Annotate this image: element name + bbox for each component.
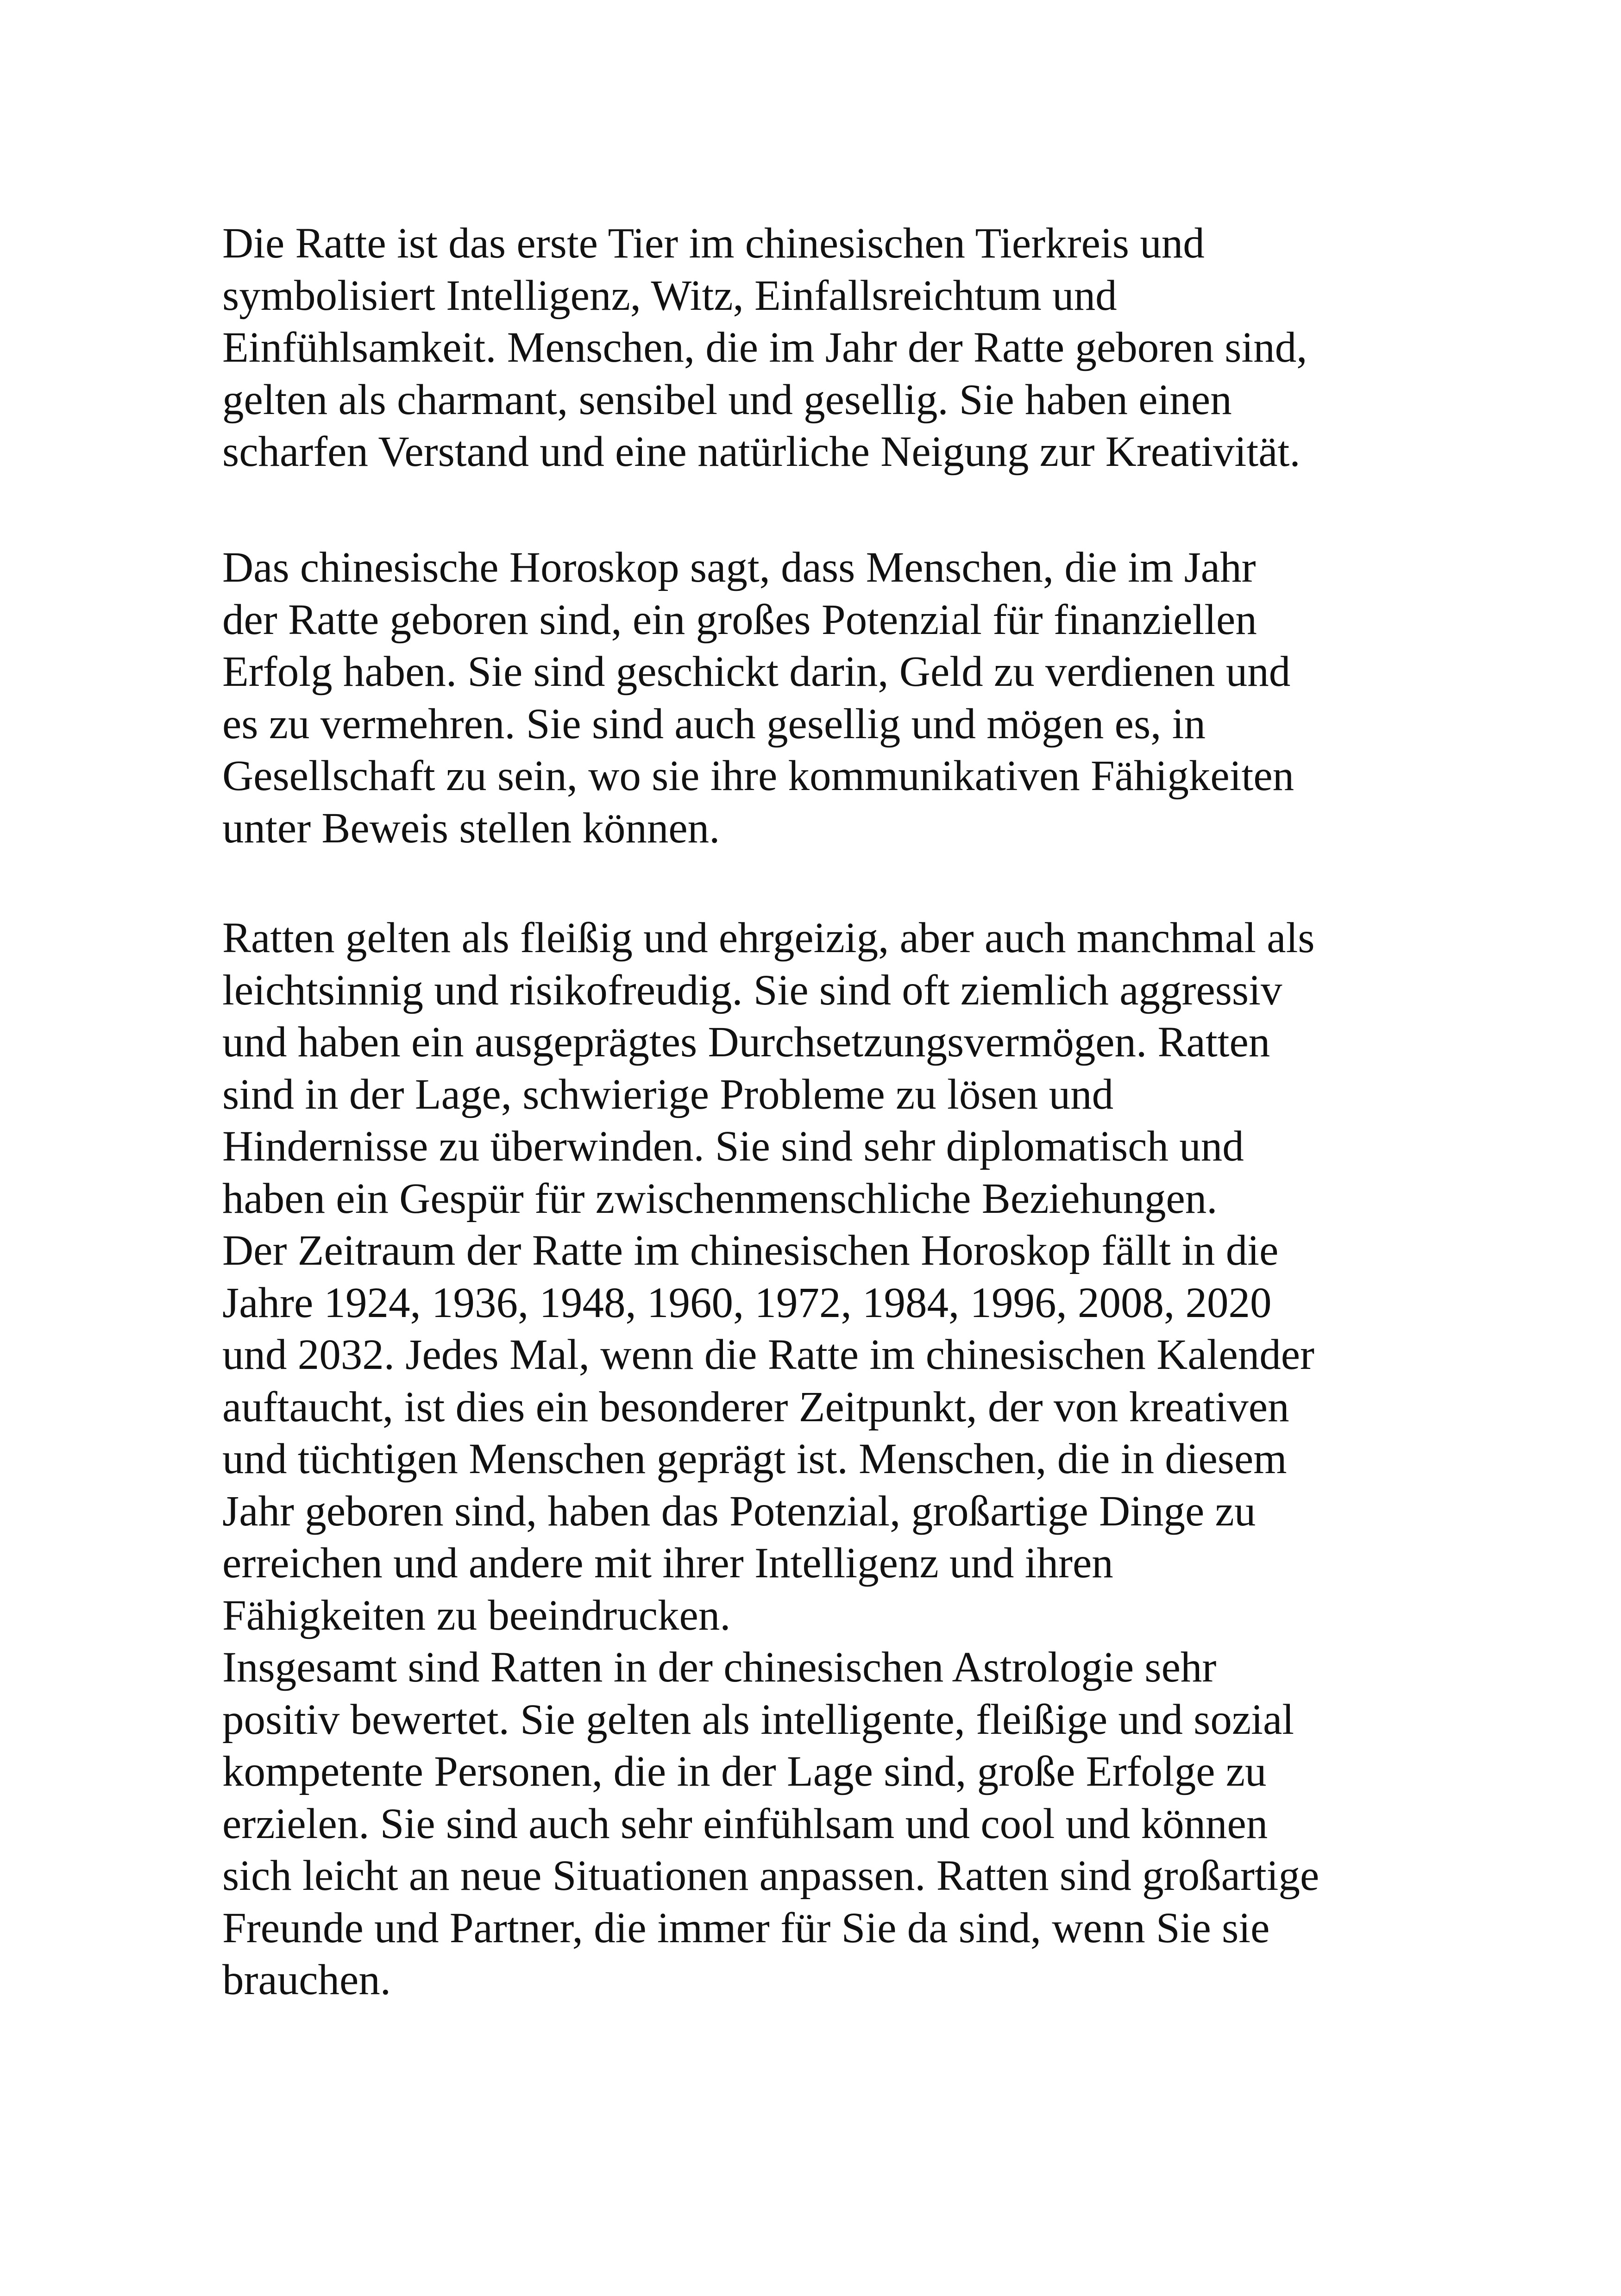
text-line: auftaucht, ist dies ein besonderer Zeitpunkt, der von kreativen <box>222 1383 1289 1431</box>
text-line: der Ratte geboren sind, ein großes Potenzial für finanziellen <box>222 596 1257 644</box>
paragraph-traits-and-years <box>222 912 1464 2007</box>
text-line: Das chinesische Horoskop sagt, dass Menschen, die im Jahr <box>222 544 1256 591</box>
text-line: kompetente Personen, die in der Lage sind, große Erfolge zu <box>222 1748 1267 1795</box>
text-line: Jahr geboren sind, haben das Potenzial, großartige Dinge zu <box>222 1487 1256 1535</box>
text-line: leichtsinnig und risikofreudig. Sie sind oft ziemlich aggressiv <box>222 966 1282 1014</box>
text-line: Einfühlsamkeit. Menschen, die im Jahr der Ratte geboren sind, <box>222 324 1307 371</box>
text-line: Fähigkeiten zu beeindrucken. <box>222 1591 731 1639</box>
text-line: Jahre 1924, 1936, 1948, 1960, 1972, 1984, 1996, 2008, 2020 <box>222 1279 1272 1327</box>
text-line: symbolisiert Intelligenz, Witz, Einfallsreichtum und <box>222 271 1117 320</box>
text-line: sich leicht an neue Situationen anpassen. Ratten sind großartige <box>222 1852 1319 1900</box>
text-line: Der Zeitraum der Ratte im chinesischen Horoskop fällt in die <box>222 1227 1279 1274</box>
text-line: haben ein Gespür für zwischenmenschliche Beziehungen. <box>222 1174 1218 1223</box>
text-line: scharfen Verstand und eine natürliche Neigung zur Kreativität. <box>222 428 1301 476</box>
text-line: Gesellschaft zu sein, wo sie ihre kommunikativen Fähigkeiten <box>222 752 1294 800</box>
text-line: Freunde und Partner, die immer für Sie da sind, wenn Sie sie <box>222 1904 1270 1952</box>
text-line: Hindernisse zu überwinden. Sie sind sehr diplomatisch und <box>222 1123 1244 1170</box>
text-line: erzielen. Sie sind auch sehr einfühlsam und cool und können <box>222 1800 1268 1848</box>
text-line: brauchen. <box>222 1956 391 2004</box>
text-line: und 2032. Jedes Mal, wenn die Ratte im chinesischen Kalender <box>222 1331 1314 1379</box>
text-line: gelten als charmant, sensibel und gesellig. Sie haben einen <box>222 376 1232 424</box>
text-line: Ratten gelten als fleißig und ehrgeizig, aber auch manchmal als <box>222 914 1315 962</box>
paragraph-intro <box>222 218 1464 478</box>
text-line: es zu vermehren. Sie sind auch gesellig und mögen es, in <box>222 700 1206 748</box>
text-line: positiv bewertet. Sie gelten als intelligente, fleißige und sozial <box>222 1695 1294 1744</box>
text-line: und tüchtigen Menschen geprägt ist. Menschen, die in diesem <box>222 1435 1287 1483</box>
text-line: unter Beweis stellen können. <box>222 804 720 852</box>
paragraph-horoscope <box>222 542 1464 854</box>
text-line: und haben ein ausgeprägtes Durchsetzungsvermögen. Ratten <box>222 1018 1270 1066</box>
text-line: Insgesamt sind Ratten in der chinesischen Astrologie sehr <box>222 1644 1217 1691</box>
text-line: Erfolg haben. Sie sind geschickt darin, Geld zu verdienen und <box>222 648 1291 696</box>
text-line: sind in der Lage, schwierige Probleme zu lösen und <box>222 1070 1114 1118</box>
text-line: Die Ratte ist das erste Tier im chinesischen Tierkreis und <box>222 220 1205 267</box>
text-line: erreichen und andere mit ihrer Intelligenz und ihren <box>222 1539 1113 1587</box>
